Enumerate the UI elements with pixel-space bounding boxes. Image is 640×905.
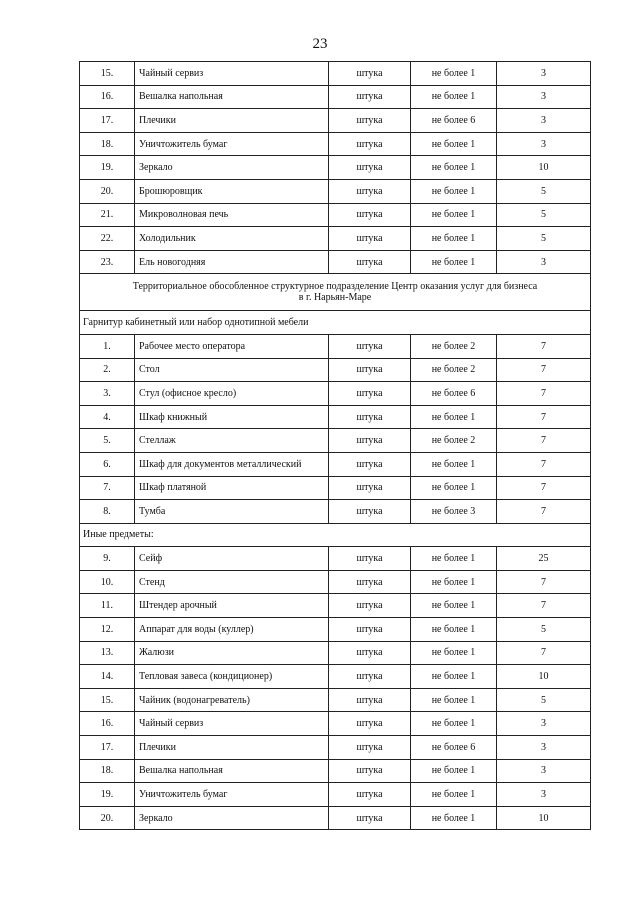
item-name: Плечики (135, 736, 329, 760)
item-quantity: 3 (497, 132, 591, 156)
table-row (80, 334, 591, 358)
item-quantity: 7 (497, 382, 591, 406)
item-norm: не более 1 (411, 405, 497, 429)
item-quantity: 7 (497, 476, 591, 500)
item-unit: штука (329, 132, 411, 156)
item-unit: штука (329, 405, 411, 429)
item-quantity: 25 (497, 547, 591, 571)
item-name: Уничтожитель бумаг (135, 132, 329, 156)
table-row (80, 476, 591, 500)
item-number: 8. (80, 500, 135, 524)
furniture-set-heading (80, 311, 591, 335)
item-unit: штука (329, 382, 411, 406)
item-unit: штука (329, 334, 411, 358)
item-norm: не более 1 (411, 156, 497, 180)
item-name: Чайный сервиз (135, 712, 329, 736)
item-quantity: 10 (497, 156, 591, 180)
item-name: Стол (135, 358, 329, 382)
item-number: 7. (80, 476, 135, 500)
table-row (80, 618, 591, 642)
item-quantity: 7 (497, 594, 591, 618)
item-name: Плечики (135, 109, 329, 133)
item-number: 16. (80, 85, 135, 109)
item-norm: не более 6 (411, 736, 497, 760)
item-name: Вешалка напольная (135, 759, 329, 783)
item-quantity: 3 (497, 783, 591, 807)
other-items-heading-line: Иные предметы: (83, 529, 154, 541)
item-name: Сейф (135, 547, 329, 571)
item-name: Стул (офисное кресло) (135, 382, 329, 406)
table-row (80, 109, 591, 133)
item-name: Чайник (водонагреватель) (135, 688, 329, 712)
table-row (80, 736, 591, 760)
table-row (80, 156, 591, 180)
item-unit: штука (329, 665, 411, 689)
item-norm: не более 1 (411, 132, 497, 156)
other-items-heading (80, 523, 591, 547)
item-number: 19. (80, 783, 135, 807)
item-unit: штука (329, 500, 411, 524)
item-norm: не более 1 (411, 547, 497, 571)
item-number: 12. (80, 618, 135, 642)
item-number: 10. (80, 570, 135, 594)
table-row (80, 179, 591, 203)
table-row (80, 806, 591, 830)
item-name: Штендер арочный (135, 594, 329, 618)
item-number: 17. (80, 109, 135, 133)
item-norm: не более 2 (411, 358, 497, 382)
item-name: Зеркало (135, 806, 329, 830)
item-norm: не более 3 (411, 500, 497, 524)
item-quantity: 7 (497, 641, 591, 665)
item-norm: не более 1 (411, 759, 497, 783)
item-name: Ель новогодняя (135, 250, 329, 274)
item-name: Рабочее место оператора (135, 334, 329, 358)
item-unit: штука (329, 452, 411, 476)
division-heading (80, 274, 591, 311)
item-norm: не более 1 (411, 179, 497, 203)
item-number: 17. (80, 736, 135, 760)
item-number: 6. (80, 452, 135, 476)
item-name: Жалюзи (135, 641, 329, 665)
item-unit: штука (329, 618, 411, 642)
item-norm: не более 1 (411, 688, 497, 712)
item-name: Холодильник (135, 227, 329, 251)
division-heading-line: в г. Нарьян-Маре (298, 292, 372, 304)
item-norm: не более 1 (411, 594, 497, 618)
item-norm: не более 1 (411, 476, 497, 500)
item-name: Аппарат для воды (куллер) (135, 618, 329, 642)
other-items-heading-row (80, 523, 591, 547)
table-row (80, 665, 591, 689)
item-quantity: 3 (497, 250, 591, 274)
item-unit: штука (329, 570, 411, 594)
table-row (80, 783, 591, 807)
item-quantity: 5 (497, 618, 591, 642)
item-norm: не более 1 (411, 227, 497, 251)
table-row (80, 358, 591, 382)
item-unit: штука (329, 594, 411, 618)
item-number: 20. (80, 806, 135, 830)
item-quantity: 3 (497, 712, 591, 736)
item-unit: штука (329, 641, 411, 665)
item-name: Шкаф для документов металлический (135, 452, 329, 476)
item-norm: не более 6 (411, 382, 497, 406)
item-number: 20. (80, 179, 135, 203)
item-norm: не более 1 (411, 712, 497, 736)
item-quantity: 7 (497, 334, 591, 358)
table-row (80, 688, 591, 712)
division-heading-row (80, 274, 591, 311)
item-norm: не более 1 (411, 85, 497, 109)
item-quantity: 5 (497, 227, 591, 251)
item-number: 18. (80, 132, 135, 156)
table-row (80, 500, 591, 524)
item-norm: не более 1 (411, 62, 497, 86)
table-row (80, 759, 591, 783)
item-unit: штука (329, 736, 411, 760)
item-name: Вешалка напольная (135, 85, 329, 109)
item-name: Тумба (135, 500, 329, 524)
item-unit: штука (329, 85, 411, 109)
item-number: 1. (80, 334, 135, 358)
item-unit: штука (329, 806, 411, 830)
table-row (80, 547, 591, 571)
table-row (80, 570, 591, 594)
item-norm: не более 1 (411, 618, 497, 642)
item-unit: штука (329, 179, 411, 203)
division-heading-line: Территориальное обособленное структурное подразделение Центр оказания услуг для бизнеса (132, 281, 538, 293)
table-row (80, 641, 591, 665)
table-row (80, 712, 591, 736)
item-number: 3. (80, 382, 135, 406)
item-name: Брошюровщик (135, 179, 329, 203)
table-row (80, 203, 591, 227)
furniture-norms-table (79, 61, 591, 830)
table-row (80, 594, 591, 618)
item-name: Зеркало (135, 156, 329, 180)
item-number: 4. (80, 405, 135, 429)
item-norm: не более 1 (411, 641, 497, 665)
item-number: 9. (80, 547, 135, 571)
item-unit: штука (329, 783, 411, 807)
item-quantity: 10 (497, 665, 591, 689)
furniture-set-heading-row (80, 311, 591, 335)
item-quantity: 7 (497, 452, 591, 476)
item-quantity: 5 (497, 179, 591, 203)
item-number: 22. (80, 227, 135, 251)
item-norm: не более 1 (411, 570, 497, 594)
item-norm: не более 1 (411, 783, 497, 807)
item-unit: штука (329, 156, 411, 180)
item-number: 14. (80, 665, 135, 689)
item-norm: не более 1 (411, 806, 497, 830)
table-row (80, 132, 591, 156)
item-name: Шкаф платяной (135, 476, 329, 500)
table-row (80, 452, 591, 476)
item-quantity: 5 (497, 688, 591, 712)
item-quantity: 3 (497, 85, 591, 109)
item-name: Шкаф книжный (135, 405, 329, 429)
item-norm: не более 1 (411, 452, 497, 476)
table-row (80, 62, 591, 86)
item-unit: штука (329, 250, 411, 274)
table-row (80, 429, 591, 453)
item-number: 23. (80, 250, 135, 274)
item-norm: не более 1 (411, 250, 497, 274)
item-number: 5. (80, 429, 135, 453)
item-name: Стенд (135, 570, 329, 594)
item-unit: штука (329, 203, 411, 227)
item-quantity: 7 (497, 429, 591, 453)
item-unit: штука (329, 712, 411, 736)
item-number: 15. (80, 688, 135, 712)
table-row (80, 405, 591, 429)
item-unit: штука (329, 109, 411, 133)
item-norm: не более 2 (411, 334, 497, 358)
furniture-set-heading-line: Гарнитур кабинетный или набор однотипной мебели (83, 317, 309, 329)
item-name: Тепловая завеса (кондиционер) (135, 665, 329, 689)
item-name: Уничтожитель бумаг (135, 783, 329, 807)
table-row (80, 250, 591, 274)
item-quantity: 7 (497, 358, 591, 382)
item-quantity: 3 (497, 109, 591, 133)
item-number: 13. (80, 641, 135, 665)
item-unit: штука (329, 62, 411, 86)
item-quantity: 7 (497, 405, 591, 429)
item-quantity: 3 (497, 736, 591, 760)
item-number: 16. (80, 712, 135, 736)
item-unit: штука (329, 227, 411, 251)
item-unit: штука (329, 547, 411, 571)
item-number: 18. (80, 759, 135, 783)
item-quantity: 7 (497, 570, 591, 594)
item-name: Стеллаж (135, 429, 329, 453)
item-quantity: 10 (497, 806, 591, 830)
item-norm: не более 6 (411, 109, 497, 133)
item-unit: штука (329, 476, 411, 500)
item-quantity: 5 (497, 203, 591, 227)
item-unit: штука (329, 429, 411, 453)
item-name: Микроволновая печь (135, 203, 329, 227)
page-number: 23 (312, 36, 328, 52)
item-number: 21. (80, 203, 135, 227)
item-unit: штука (329, 688, 411, 712)
table-row (80, 382, 591, 406)
item-unit: штука (329, 358, 411, 382)
item-name: Чайный сервиз (135, 62, 329, 86)
item-number: 15. (80, 62, 135, 86)
item-number: 11. (80, 594, 135, 618)
item-norm: не более 1 (411, 203, 497, 227)
item-number: 19. (80, 156, 135, 180)
item-quantity: 3 (497, 759, 591, 783)
table-row (80, 227, 591, 251)
item-norm: не более 1 (411, 665, 497, 689)
item-number: 2. (80, 358, 135, 382)
item-unit: штука (329, 759, 411, 783)
item-quantity: 3 (497, 62, 591, 86)
item-quantity: 7 (497, 500, 591, 524)
item-norm: не более 2 (411, 429, 497, 453)
table-row (80, 85, 591, 109)
